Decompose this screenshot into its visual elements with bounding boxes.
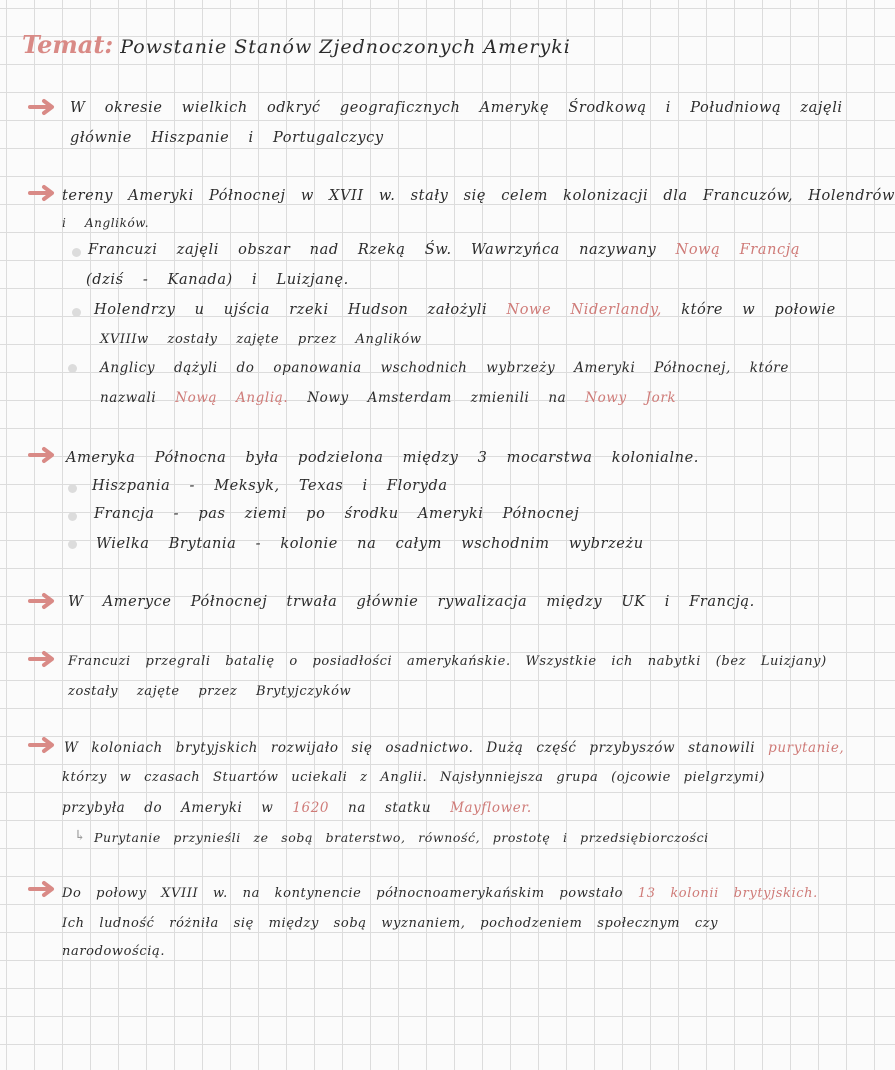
section-2-bullet-2-line-1 xyxy=(94,302,836,318)
section-7 xyxy=(22,878,818,968)
arrow-right-icon xyxy=(28,446,58,464)
bullet-3-text-1: nazwali xyxy=(100,390,157,406)
section-2-bullet-1-line-1 xyxy=(88,242,800,258)
section-3-bullet-3: Wielka Brytania - kolonie na całym wschodnim wybrzeżu xyxy=(96,536,644,552)
section-6-line-4: Purytanie przynieśli ze sobą braterstwo, równość, prostotę i przedsiębiorczości xyxy=(94,830,709,845)
bullet-dot xyxy=(72,248,81,257)
bullet-2-text-end: które w połowie xyxy=(681,302,836,318)
section-1-line-2: głównie Hiszpanie i Portugalczycy xyxy=(70,130,384,146)
section-5-line-1: Francuzi przegrali batalię o posiadłości amerykańskie. Wszystkie ich nabytki (bez Luizjany) xyxy=(68,654,827,669)
bullet-1-highlight: Nową Francją xyxy=(675,242,801,258)
section-6-line-1-text: W koloniach brytyjskich rozwijało się osadnictwo. Dużą część przybyszów stanowili xyxy=(64,740,756,756)
section-2-line-2: i Anglików. xyxy=(62,216,150,230)
bullet-3-text-2: Nowy Amsterdam zmienili na xyxy=(307,390,567,406)
section-6-line-2: którzy w czasach Stuartów uciekali z Anglii. Najsłynniejsza grupa (ojcowie pielgrzymi) xyxy=(62,770,765,785)
section-2 xyxy=(22,182,895,422)
section-3-line-1: Ameryka Północna była podzielona między 3 mocarstwa kolonialne. xyxy=(66,450,699,466)
bullet-2-text: Holendrzy u ujścia rzeki Hudson założyli xyxy=(94,302,488,318)
arrow-right-icon xyxy=(28,650,58,668)
bullet-dot xyxy=(68,364,77,373)
bullet-1-text: Francuzi zajęli obszar nad Rzeką Św. Wawrzyńca nazywany xyxy=(88,242,657,258)
section-1 xyxy=(22,96,843,156)
bullet-dot xyxy=(68,512,77,521)
section-6-line-3-text-2: na statku xyxy=(348,800,432,816)
section-6-ship: Mayflower. xyxy=(450,800,532,816)
section-4 xyxy=(22,590,812,620)
arrow-right-icon xyxy=(28,880,58,898)
section-2-bullet-2-line-2: XVIIIw zostały zajęte przez Anglików xyxy=(100,332,422,347)
section-6-line-3 xyxy=(62,800,532,816)
section-6-year: 1620 xyxy=(292,800,330,816)
section-7-line-1 xyxy=(62,886,818,901)
arrow-right-icon xyxy=(28,592,58,610)
section-6 xyxy=(22,734,845,854)
bullet-3-highlight-2: Nowy Jork xyxy=(585,390,677,406)
section-7-line-1-text: Do połowy XVIII w. na kontynencie północnoamerykańskim powstało xyxy=(62,886,624,901)
bullet-dot xyxy=(68,540,77,549)
arrow-right-icon xyxy=(28,98,58,116)
section-6-line-1 xyxy=(64,740,844,756)
title-label: Temat: xyxy=(22,30,114,59)
section-5-line-2: zostały zajęte przez Brytyjczyków xyxy=(68,684,352,699)
section-2-bullet-3-line-2 xyxy=(100,390,676,406)
section-3 xyxy=(22,444,812,564)
return-arrow-icon: ↳ xyxy=(74,828,86,844)
bullet-dot xyxy=(68,484,77,493)
bullet-3-highlight-1: Nową Anglią. xyxy=(175,390,289,406)
section-2-bullet-1-line-2: (dziś - Kanada) i Luizjanę. xyxy=(86,272,349,288)
section-3-bullet-2: Francja - pas ziemi po środku Ameryki Północnej xyxy=(94,506,580,522)
section-7-highlight: 13 kolonii brytyjskich. xyxy=(637,886,818,901)
section-7-line-2: Ich ludność różniła się między sobą wyznaniem, pochodzeniem społecznym czy xyxy=(62,916,719,931)
section-3-bullet-1: Hiszpania - Meksyk, Texas i Floryda xyxy=(92,478,448,494)
section-7-line-3: narodowością. xyxy=(62,944,166,959)
section-6-highlight: purytanie, xyxy=(768,740,845,756)
title-text: Powstanie Stanów Zjednoczonych Ameryki xyxy=(120,36,571,58)
section-2-bullet-3-line-1: Anglicy dążyli do opanowania wschodnich wybrzeży Ameryki Północnej, które xyxy=(100,360,789,376)
arrow-right-icon xyxy=(28,736,58,754)
section-6-line-3-text-1: przybyła do Ameryki w xyxy=(62,800,274,816)
section-5 xyxy=(22,648,827,708)
page-title xyxy=(22,30,571,59)
section-4-line-1: W Ameryce Północnej trwała głównie rywalizacja między UK i Francją. xyxy=(68,594,755,610)
bullet-dot xyxy=(72,308,81,317)
section-2-line-1: tereny Ameryki Północnej w XVII w. stały się celem kolonizacji dla Francuzów, Holendrów xyxy=(62,188,895,204)
bullet-2-highlight: Nowe Niderlandy, xyxy=(506,302,662,318)
arrow-right-icon xyxy=(28,184,58,202)
section-1-line-1: W okresie wielkich odkryć geograficznych Amerykę Środkową i Południową zajęli xyxy=(70,100,843,116)
